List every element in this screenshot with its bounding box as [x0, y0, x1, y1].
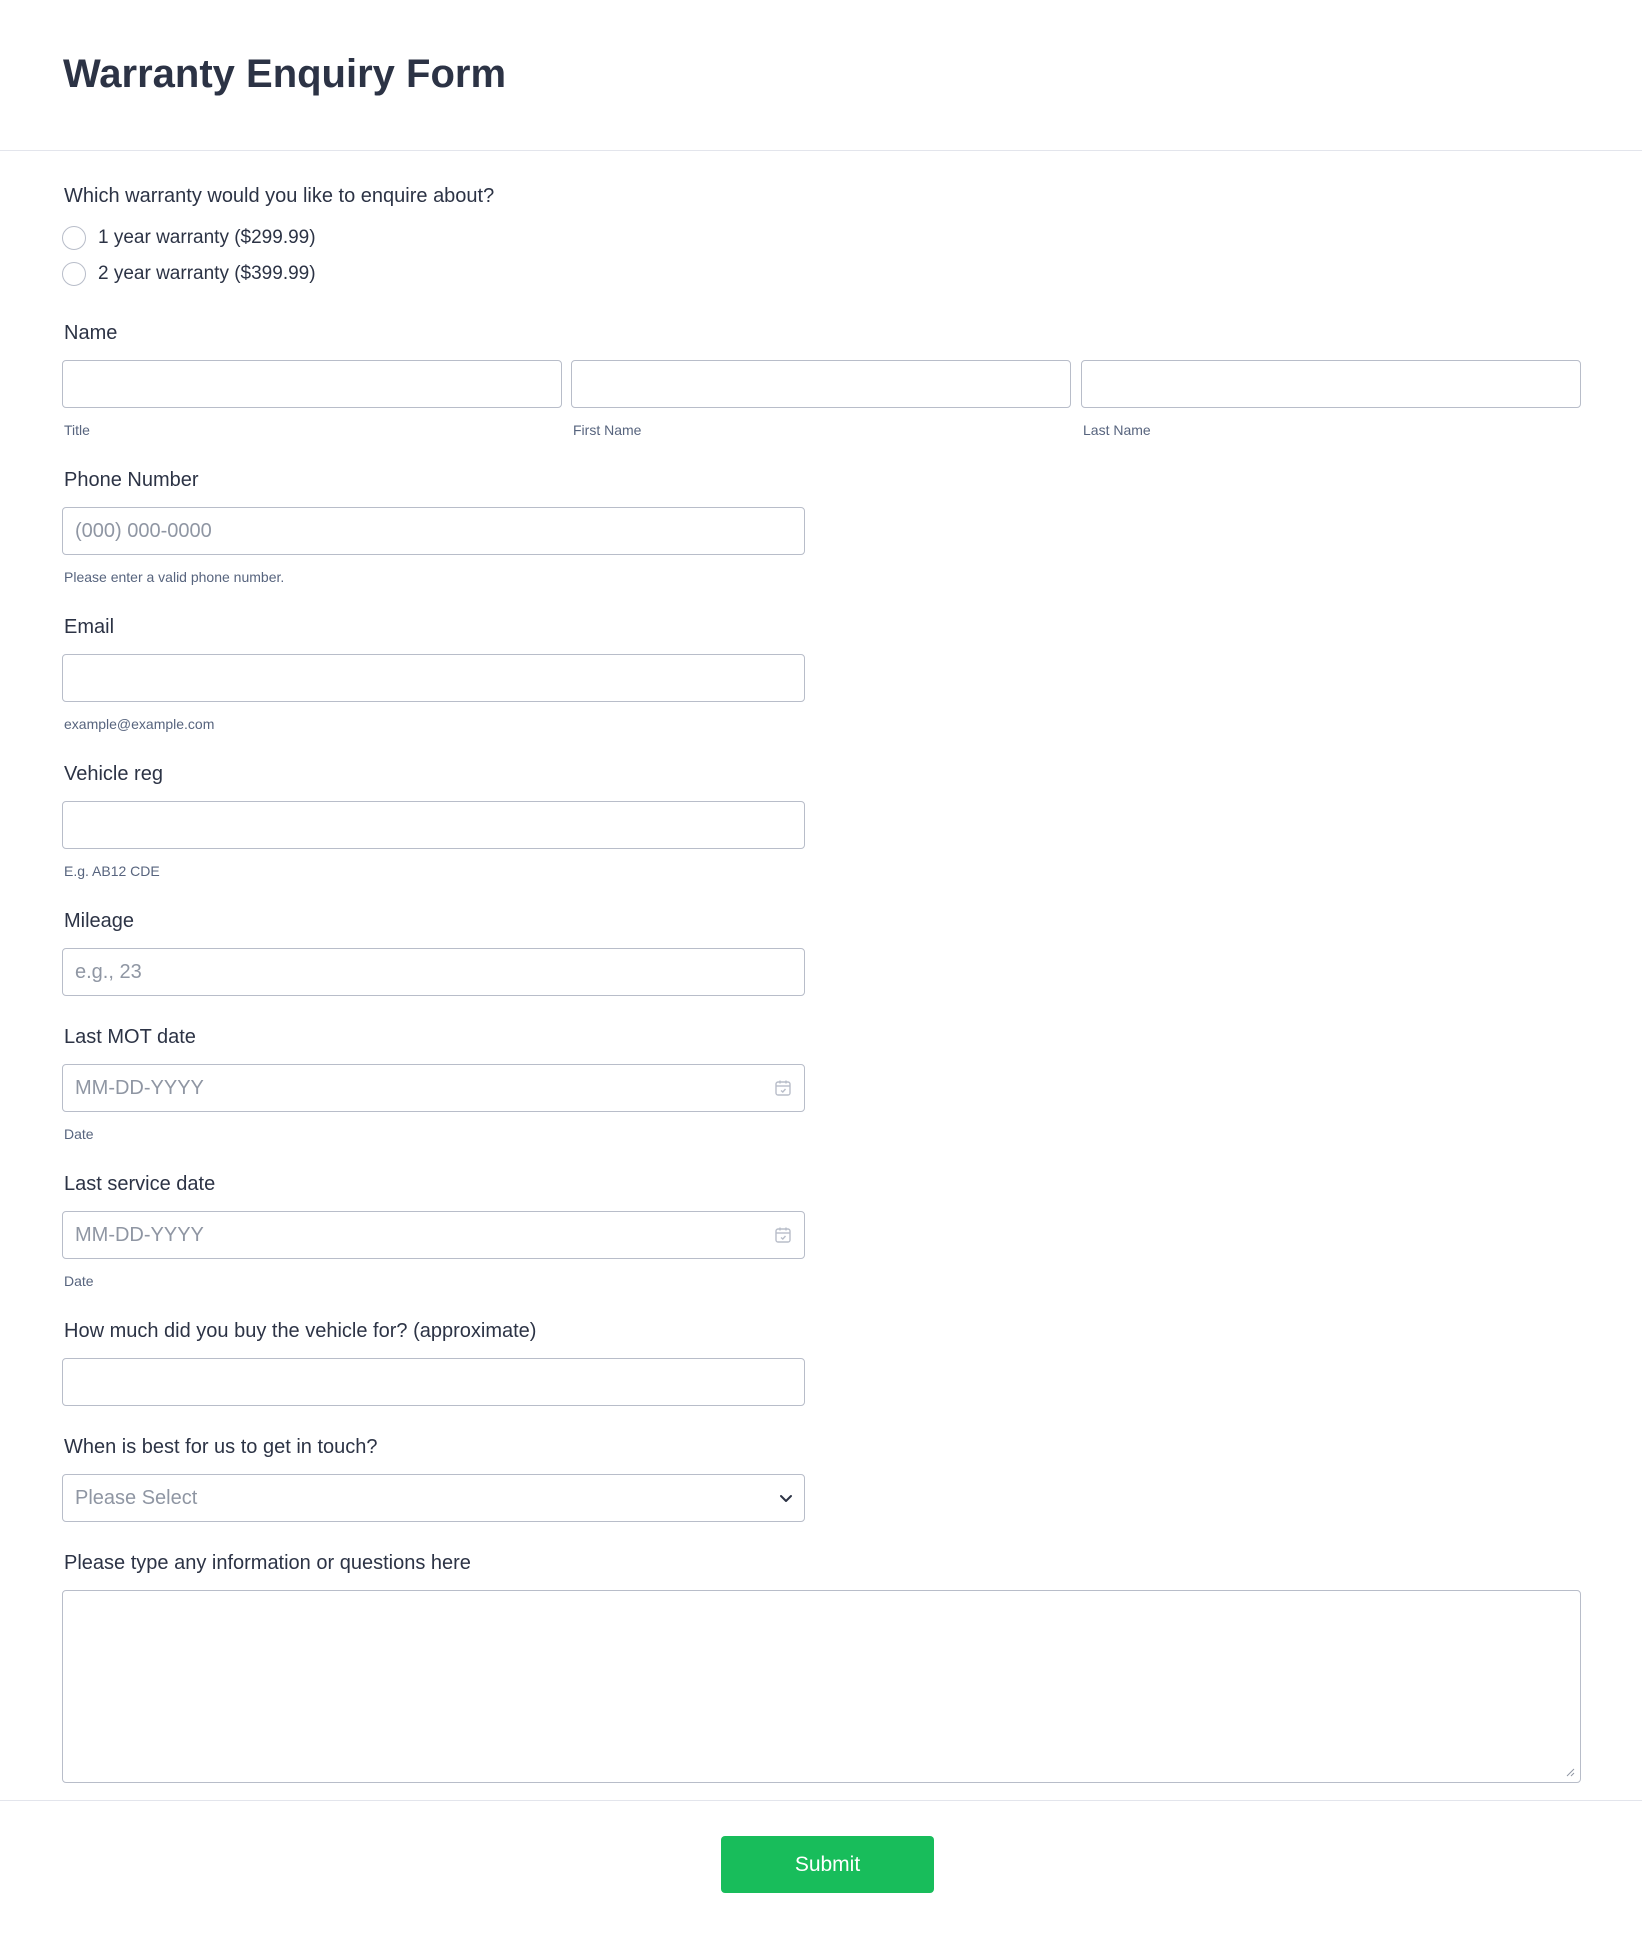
phone-input[interactable]: [62, 507, 805, 555]
form-header: [0, 0, 1642, 151]
radio-button[interactable]: [62, 226, 86, 250]
phone-label: Phone Number: [64, 469, 199, 491]
warranty-option-2year[interactable]: [62, 260, 316, 288]
last-name-input[interactable]: [1081, 360, 1581, 408]
first-name-input[interactable]: [571, 360, 1071, 408]
last-service-date-input[interactable]: [63, 1212, 804, 1258]
calendar-icon[interactable]: [774, 1079, 792, 1097]
name-label: Name: [64, 322, 118, 344]
form-title: Warranty Enquiry Form: [63, 52, 507, 96]
purchase-price-label: How much did you buy the vehicle for? (approximate): [64, 1320, 537, 1342]
last-service-sublabel: Date: [64, 1273, 94, 1289]
warranty-question-label: Which warranty would you like to enquire about?: [64, 185, 495, 207]
mileage-input[interactable]: [62, 948, 805, 996]
last-service-date-field[interactable]: [62, 1211, 805, 1259]
last-name-sublabel: Last Name: [1083, 422, 1151, 438]
last-mot-date-input[interactable]: [63, 1065, 804, 1111]
email-label: Email: [64, 616, 115, 638]
last-mot-label: Last MOT date: [64, 1026, 196, 1048]
contact-time-label: When is best for us to get in touch?: [64, 1436, 378, 1458]
purchase-price-input[interactable]: [62, 1358, 805, 1406]
vehicle-reg-input[interactable]: [62, 801, 805, 849]
mileage-label: Mileage: [64, 910, 135, 932]
title-input[interactable]: [62, 360, 562, 408]
email-input[interactable]: [62, 654, 805, 702]
last-mot-date-field[interactable]: [62, 1064, 805, 1112]
chevron-down-icon[interactable]: [778, 1490, 794, 1506]
phone-hint: Please enter a valid phone number.: [64, 569, 285, 585]
last-service-label: Last service date: [64, 1173, 216, 1195]
submit-button[interactable]: Submit: [721, 1836, 934, 1893]
email-hint: example@example.com: [64, 716, 215, 732]
radio-label[interactable]: 2 year warranty ($399.99): [98, 263, 316, 284]
vehicle-reg-hint: E.g. AB12 CDE: [64, 863, 160, 879]
title-sublabel: Title: [64, 422, 90, 438]
vehicle-reg-label: Vehicle reg: [64, 763, 163, 785]
last-mot-sublabel: Date: [64, 1126, 94, 1142]
resize-handle-icon[interactable]: [1565, 1767, 1575, 1777]
radio-button[interactable]: [62, 262, 86, 286]
calendar-icon[interactable]: [774, 1226, 792, 1244]
info-label: Please type any information or questions here: [64, 1552, 471, 1574]
radio-label[interactable]: 1 year warranty ($299.99): [98, 227, 316, 248]
contact-time-selected-value[interactable]: Please Select: [75, 1487, 198, 1509]
info-textarea[interactable]: [62, 1590, 1581, 1783]
warranty-option-1year[interactable]: [62, 224, 316, 252]
contact-time-select[interactable]: [62, 1474, 805, 1522]
first-name-sublabel: First Name: [573, 422, 642, 438]
